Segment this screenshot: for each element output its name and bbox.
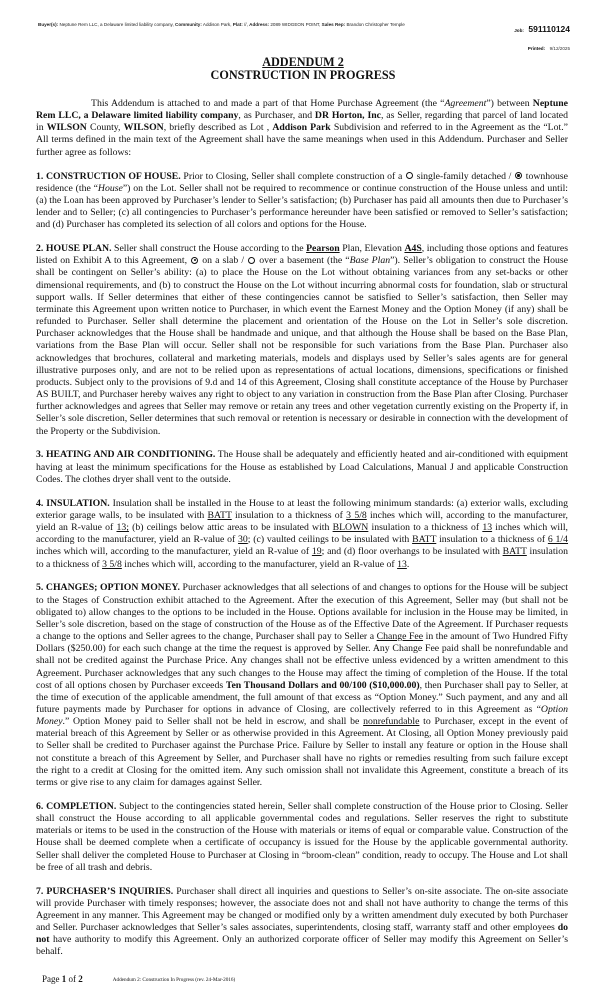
text-run: inches which will, according to the manufacturer, yield an R-value of — [36, 546, 312, 558]
text-run: 30 — [238, 534, 248, 546]
text-run: House — [97, 182, 123, 194]
text-run: over a basement (the “ — [256, 255, 350, 267]
text-run: single-family detached / — [413, 170, 515, 182]
text-run: Subject to the contingencies stated herein, Seller shall complete construction of the House prior to Closing. Seller shall construct the House according to all applicable governmental codes and regulations. Seller reserves the right to substitute materials or items to be used in the construction of the House with materials or items of equal or comparable value. Construction of the House shall be deemed complete when a certificate of occupancy is issued for the House by the applicable governmental authority. Seller shall deliver the completed House to Purchaser at Closing in “broom-clean” condition, ready to occupy. The House and Lot shall be free of all trash and debris. — [36, 800, 568, 873]
text-run: 3 5/8 — [102, 558, 122, 570]
text-run: do not — [36, 922, 568, 946]
text-run: nonrefundable — [363, 716, 420, 728]
text-run: 13 — [397, 558, 407, 570]
text-run: ”) between — [486, 98, 533, 109]
text-run: BATT — [207, 509, 232, 521]
text-run: BLOWN — [332, 522, 369, 534]
text-run: Pearson — [306, 243, 340, 255]
buyer-value: Neptune Rem LLC, a Delaware limited liability company, — [59, 22, 174, 27]
text-run: Neptune Rem LLC, a Delaware limited liability company — [36, 98, 568, 122]
text-run: The House shall be adequately and efficiently heated and air-conditioned with equipment having at least the minimum specifications for the House as established by Load Calculations, Manual J and applicable Construction Codes. The clothes dryer shall vent to the outside. — [36, 449, 568, 485]
text-run: , including those options and features listed on Exhibit A to this Agreement, — [36, 243, 568, 267]
section-heading: 3. HEATING AND AIR CONDITIONING. — [36, 449, 216, 461]
job-number: 591110124 — [528, 24, 570, 34]
text-run: Base Plan — [349, 255, 391, 267]
text-run: inches which will, according to the manufacturer, yield an R-value of — [121, 558, 398, 570]
page-of: of — [68, 974, 76, 984]
addendum-number: ADDENDUM 2 — [262, 55, 344, 69]
text-run: (b) ceilings below attic areas to be insulated with — [128, 522, 333, 534]
text-run: Purchaser acknowledges that all selections of and changes to options for the House will be subject to the Stages of Construction exhibit attached to the Agreement. After the execution of this Agreement, Seller may (but shall not be obligated to) allow changes to the options to be included in the House. Options available for inclusion in the House may be limited, in Seller’s sole discretion, based on the stage of construction of the House as of the Effective Date of the Agreement. If Purchaser requests a change to the options and Seller agrees to the change, Purchaser shall pay to Seller a — [36, 582, 568, 643]
text-run: Purchaser shall direct all inquiries and questions to Seller’s on-site associate. The on-site associate will provide Purchaser with timely responses; however, the associate does not and shall not have authority to change the terms of this Agreement in any manner. This Agreement may be changed or modified only by a written amendment duly executed by both Purchaser and Seller. Purchaser acknowledges that Seller’s sales associates, superintendents, closing staff, warranty staff and other employees — [36, 885, 568, 934]
community-value: Addison Park, — [202, 22, 232, 27]
text-run: to Purchaser, except in the event of material breach of this Agreement by Seller or as otherwise provided in this Agreement. At Closing, all Option Money previously paid to Seller shall be credited to Purchaser against the Purchase Price. Failure by Seller to install any feature or option in the House shall not constitute a breach of this Agreement by Seller, and Purchaser shall have no rights or remedies resulting from such failure except the right to a credit at Closing for the omitted item. Any such omission shall not invalidate this Agreement, constitute a breach of its terms or give rise to any claim for damages against Seller. — [36, 716, 569, 788]
text-run: insulation to a thickness of — [368, 522, 483, 534]
text-run: ; and (d) floor overhangs to be insulated with — [321, 546, 503, 558]
paragraph-section-4-insulation — [36, 498, 568, 571]
address-label: Address: — [249, 22, 270, 27]
text-run: townhouse residence (the “ — [36, 170, 568, 194]
plat-label: Plat: — [232, 22, 243, 27]
document-title — [0, 56, 606, 82]
text-run: Ten Thousand Dollars and 00/100 ($10,000.00) — [225, 679, 420, 691]
text-run: 6 1/4 — [547, 534, 569, 546]
text-run: , as Seller, regarding that parcel of land located in — [36, 110, 568, 134]
paragraph-section-2-house-plan — [36, 243, 568, 438]
sales-rep-label: Sales Rep: — [321, 22, 346, 27]
radio-on-a-slab[interactable] — [191, 257, 198, 264]
text-run: have authority to modify this Agreement. Only an authorized corporate officer of Seller may modify this Agreement on Seller’s behalf. — [36, 934, 568, 958]
section-heading: 4. INSULATION. — [36, 497, 110, 509]
text-run: BATT — [412, 534, 437, 546]
radio-single-family-detached[interactable] — [406, 172, 413, 179]
text-run: , briefly described as Lot , — [163, 122, 273, 134]
addendum-subtitle: CONSTRUCTION IN PROGRESS — [210, 68, 396, 82]
text-run: WILSON — [123, 122, 164, 134]
text-run: WILSON — [46, 122, 87, 134]
printed-date: 9/12/2025 — [549, 46, 570, 51]
text-run: inches which will, according to the manufacturer, yield an R-value of — [36, 509, 568, 534]
paragraph-intro — [36, 98, 568, 159]
text-run: Change Fee — [376, 631, 424, 643]
page-current: 1 — [61, 974, 67, 984]
community-label: Community: — [175, 22, 202, 27]
paragraph-section-1-construction-of-house — [36, 171, 568, 232]
text-run: DR Horton, Inc — [314, 110, 382, 122]
text-run: 3 5/8 — [346, 509, 367, 521]
text-run: ”) on the Lot. Seller shall not be required to recommence or continue construction of the House unless and until: (a) the Loan has been approved by Purchaser’s lender to Seller’s satisfaction; (b) Purchaser has paid all amounts then due to Purchaser’s lender and to Seller; (c) all contingencies to Purchaser’s performance hereunder have been satisfied or removed to Seller’s satisfaction; and (d) Purchaser has completed its selection of all colors and options for the House. — [36, 182, 569, 231]
page-word: Page — [42, 974, 60, 984]
text-run: Subdivision and referred to in the Agreement as the “Lot.” All terms defined in the main text of the Agreement shall have the same meanings when used in this Addendum. Purchaser and Seller further agree as follows: — [36, 122, 568, 158]
paragraph-section-7-purchasers-inquiries — [36, 886, 568, 959]
section-heading: 2. HOUSE PLAN. — [36, 243, 112, 255]
text-run: County, — [86, 122, 124, 134]
text-run: . — [406, 558, 410, 570]
text-run: inches which will, according to the manufacturer, yield an R-value of — [36, 522, 568, 546]
section-heading: 1. CONSTRUCTION OF HOUSE. — [36, 170, 181, 182]
text-run: Seller shall construct the House according to the — [111, 243, 307, 255]
radio-townhouse[interactable] — [515, 172, 522, 179]
job-info — [514, 19, 570, 55]
revision-note: Addendum 2: Construction In Progress (rev. 24-Mar-2016) — [112, 977, 236, 983]
paragraph-section-5-changes-option-money — [36, 582, 568, 789]
text-run: in the amount of Two Hundred Fifty Dollars ($250.00) for each such change at the time the request is approved by Seller. Any Change Fee paid shall be nonrefundable and shall not be credited against the Purchase Price. Any changes shall not be effective unless evidenced by a written amendment to this Agreement. Purchaser acknowledges that any such changes to the House may affect the timing of completion of the House. If the total cost of all options chosen by Purchaser exceeds — [36, 631, 568, 691]
text-run: Plan, Elevation — [339, 243, 405, 255]
text-run: insulation to a thickness of — [231, 509, 347, 521]
document-header-info — [38, 22, 405, 27]
paragraph-section-6-completion — [36, 801, 568, 874]
text-run: 13; — [116, 522, 129, 534]
section-heading: 5. CHANGES; OPTION MONEY. — [36, 582, 180, 594]
text-run: Agreement — [444, 98, 487, 109]
text-run: Option Money — [36, 704, 568, 728]
text-run: 19 — [311, 546, 322, 558]
buyer-label: Buyer(s): — [38, 22, 59, 27]
text-run: on a slab / — [199, 255, 248, 267]
text-run: ”). Seller’s obligation to construct the House shall be contingent on Seller’s ability: (a) to place the House on the Lot without obtaining variances from any set-backs or other dimensional requirements, and (b) to construct the House on the Lot without incurring abnormal costs for foundation, slab or structural support walls. If Seller determines that either of these contingencies cannot be satisfied to Seller’s satisfaction, then Seller may terminate this Agreement upon written notice to Purchaser, in which event the Earnest Money and the Option Money (if any) shall be refunded to Purchaser. Seller shall determine the placement and orientation of the House on the Lot in Seller’s sole discretion. Purchaser acknowledges that the House shall be handmade and unique, and that although the House shall be based on the Base Plan, variations from the Base Plan will occur. Seller shall not be responsible for such variations from the Base Plan. Purchaser also acknowledges that brochures, collateral and marketing materials, models and displays used by Seller’s sales agents are for general illustrative purposes only, and are not to be relied upon as representations of actual locations, dimensions, specifications or finished products. Subject only to the provisions of 9.d and 14 of this Agreement, Closing shall constitute acceptance of the House by Purchaser AS BUILT, and Purchaser hereby waives any right to object to any variation in construction from the Base Plan after Closing. Purchaser further acknowledges and agrees that Seller may remove or retain any trees and other vegetation currently existing on the Property if, in Seller’s sole discretion, Seller determines that such removal or retention is necessary or desirable in connection with the development of the Property or the Subdivision. — [36, 255, 568, 437]
text-run: Insulation shall be installed in the House to at least the following minimum standards: (a) exterior walls, excluding exterior garage walls, to be insulated with — [36, 497, 568, 521]
address-value: 2089 WIDGEON POINT, — [270, 22, 321, 27]
text-run: This Addendum is attached to and made a part of that Home Purchase Agreement (the “ — [91, 98, 445, 109]
text-run: Prior to Closing, Seller shall complete construction of a — [180, 170, 405, 182]
text-run: ; (c) vaulted ceilings to be insulated with — [247, 534, 413, 546]
text-run: A4S — [404, 243, 422, 255]
plat-value: //, — [244, 22, 248, 27]
paragraph-section-3-heating-and-air — [36, 449, 568, 485]
text-run: insulation to a thickness of — [436, 534, 548, 546]
text-run: , as Purchaser, and — [238, 110, 315, 122]
section-heading: 7. PURCHASER’S INQUIRIES. — [36, 885, 174, 897]
text-run: Addison Park — [272, 122, 331, 134]
text-run: insulation to a thickness of — [36, 546, 568, 570]
text-run: 13 — [482, 522, 493, 534]
printed-label: Printed: — [527, 46, 546, 51]
job-label: Job: — [514, 28, 524, 33]
text-run: .” Option Money paid to Seller shall not be held in escrow, and shall be — [62, 716, 364, 728]
document-body — [36, 98, 568, 970]
radio-over-a-basement[interactable] — [248, 257, 255, 264]
section-heading: 6. COMPLETION. — [36, 800, 117, 812]
page-total: 2 — [78, 974, 83, 984]
page-number — [42, 974, 83, 984]
text-run: BATT — [502, 546, 527, 558]
sales-rep-value: Brandon Christopher Temple — [346, 22, 405, 27]
text-run: , then Purchaser shall pay to Seller, at the time of execution of the applicable amendment, the full amount of that excess as “Option Money.” Such payment, and any and all future payments made by Purchaser for options in advance of Closing, are collectively referred to in this Agreement as “ — [36, 679, 568, 716]
page-footer — [42, 969, 235, 987]
